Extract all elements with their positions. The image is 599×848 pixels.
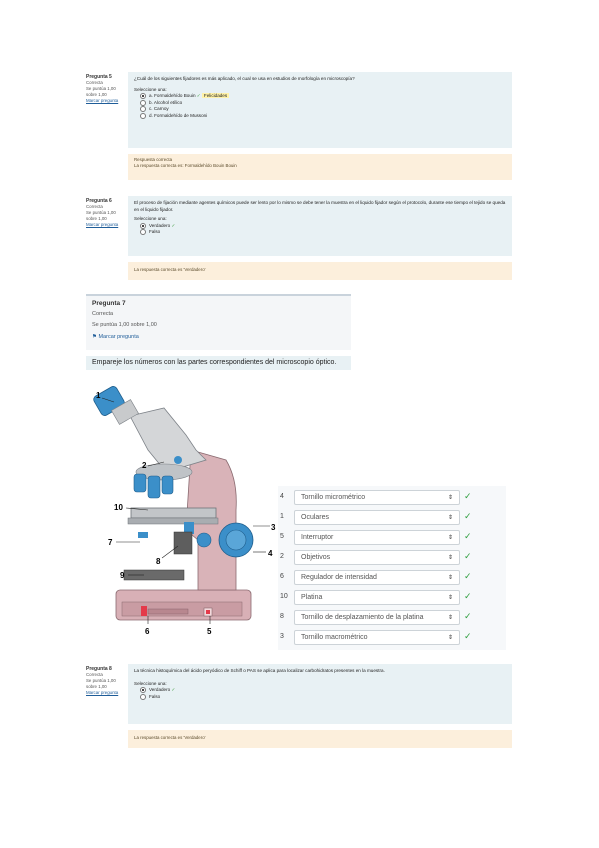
q8-feedback-text: La respuesta correcta es 'Verdadero' bbox=[134, 735, 206, 740]
select-arrows-icon: ⇕ bbox=[447, 595, 453, 601]
match-select-value: Regulador de intensidad bbox=[301, 574, 377, 581]
figure-label-3: 3 bbox=[271, 523, 276, 532]
q6-option-label: Verdadero bbox=[149, 222, 171, 228]
check-icon: ✓ bbox=[464, 571, 472, 581]
q8-feedback bbox=[128, 730, 512, 748]
figure-label-8: 8 bbox=[156, 557, 161, 566]
match-row bbox=[280, 549, 476, 567]
q7-info bbox=[86, 294, 351, 350]
q6-score: Se puntúa 1,00 sobre 1,00 bbox=[86, 210, 116, 221]
q5-option-letter: b. bbox=[149, 99, 153, 105]
match-select[interactable] bbox=[294, 570, 460, 585]
q8-option-label: Falso bbox=[149, 693, 161, 699]
q7-question-text: Empareje los números con las partes correspondientes del microscopio óptico. bbox=[86, 356, 351, 370]
q8-prompt: Seleccione una: bbox=[134, 680, 167, 686]
figure-label-2: 2 bbox=[142, 461, 147, 470]
match-number: 1 bbox=[280, 513, 284, 520]
q8-status: Correcta bbox=[86, 672, 103, 677]
microscope-figure bbox=[86, 380, 282, 650]
q6-title: Pregunta 6 bbox=[86, 198, 112, 204]
q5-score: Se puntúa 1,00 sobre 1,00 bbox=[86, 86, 116, 97]
check-icon: ✓ bbox=[196, 93, 201, 99]
q6-question-box bbox=[128, 196, 512, 256]
q5-option-label: Carnoy bbox=[153, 106, 169, 112]
match-select[interactable] bbox=[294, 610, 460, 625]
match-number: 3 bbox=[280, 633, 284, 640]
check-icon: ✓ bbox=[464, 511, 472, 521]
check-icon: ✓ bbox=[464, 551, 472, 561]
q6-feedback bbox=[128, 262, 512, 280]
check-icon: ✓ bbox=[171, 687, 176, 693]
match-select[interactable] bbox=[294, 490, 460, 505]
q8-option-label: Verdadero bbox=[149, 687, 171, 693]
q5-question-text: ¿Cuál de los siguientes fijadores es más aplicado, el cual se usa en estudios de morfología en microscopía? bbox=[134, 76, 355, 81]
figure-label-7: 7 bbox=[108, 538, 113, 547]
q5-option-letter: a. bbox=[149, 93, 153, 99]
figure-label-5: 5 bbox=[207, 627, 212, 636]
q7-score: Se puntúa 1,00 sobre 1,00 bbox=[92, 322, 157, 328]
q8-question-text: La técnica histoquímica del ácido peryódico de Schiff o PAS se aplica para localizar carbohidratos presentes en la muestra. bbox=[134, 668, 385, 673]
q5-option-label: Formaldehído Bouin bbox=[154, 93, 196, 99]
figure-label-10: 10 bbox=[114, 503, 123, 512]
q5-feedback-line2: La respuesta correcta es: Formaldehído Bouin Bouin bbox=[134, 163, 237, 168]
q7-flag-link[interactable] bbox=[92, 334, 139, 340]
check-icon: ✓ bbox=[464, 491, 472, 501]
match-select-value: Tornillo de desplazamiento de la platina bbox=[301, 614, 424, 621]
radio-selected-icon[interactable] bbox=[140, 223, 146, 229]
q7-title: Pregunta 7 bbox=[92, 300, 126, 307]
match-row bbox=[280, 589, 476, 607]
match-number: 2 bbox=[280, 553, 284, 560]
q5-option-letter: d. bbox=[149, 113, 153, 119]
figure-label-9: 9 bbox=[120, 571, 125, 580]
q6-option-label: Falso bbox=[149, 229, 161, 235]
q5-question-box bbox=[128, 72, 512, 148]
q6-option-true[interactable] bbox=[140, 223, 506, 230]
q6-question-text: El proceso de fijación mediante agentes químicos puede ser lento por lo mismo se debe tener la muestra en el liquido fijador según el protocolo, durante ese tiempo el tejido se queda en el liquido fijador. bbox=[134, 200, 506, 212]
q7-flag-label: Marcar pregunta bbox=[98, 334, 139, 340]
match-row bbox=[280, 529, 476, 547]
figure-label-6: 6 bbox=[145, 627, 150, 636]
q5-option-a[interactable] bbox=[140, 93, 506, 100]
select-arrows-icon: ⇕ bbox=[447, 555, 453, 561]
match-number: 10 bbox=[280, 593, 288, 600]
radio-selected-icon[interactable] bbox=[140, 93, 146, 99]
q5-prompt: Seleccione una: bbox=[134, 86, 167, 92]
q5-feedback-line1: Respuesta correcta bbox=[134, 157, 173, 162]
check-icon: ✓ bbox=[464, 531, 472, 541]
match-select-value: Interruptor bbox=[301, 534, 334, 541]
q5-flag-link[interactable]: Marcar pregunta bbox=[86, 98, 119, 103]
radio-icon[interactable] bbox=[140, 694, 146, 700]
q6-status: Correcta bbox=[86, 204, 103, 209]
q5-option-label: Alcohol etílico bbox=[153, 99, 183, 105]
q6-flag-link[interactable]: Marcar pregunta bbox=[86, 222, 119, 227]
match-select[interactable] bbox=[294, 530, 460, 545]
q8-info bbox=[86, 666, 120, 696]
check-icon: ✓ bbox=[464, 631, 472, 641]
match-number: 6 bbox=[280, 573, 284, 580]
figure-label-4: 4 bbox=[268, 549, 273, 558]
match-number: 5 bbox=[280, 533, 284, 540]
flag-icon: ⚑ bbox=[92, 334, 99, 340]
match-select-value: Tornillo micrométrico bbox=[301, 494, 366, 501]
radio-selected-icon[interactable] bbox=[140, 687, 146, 693]
match-row bbox=[280, 569, 476, 587]
match-select-value: Objetivos bbox=[301, 554, 331, 561]
q5-option-letter: c. bbox=[149, 106, 153, 112]
q6-prompt: Seleccione una: bbox=[134, 216, 167, 221]
q6-info bbox=[86, 198, 120, 228]
q5-option-c[interactable] bbox=[140, 106, 506, 113]
q7-status: Correcta bbox=[92, 311, 114, 317]
q8-option-false[interactable] bbox=[140, 694, 506, 701]
radio-icon[interactable] bbox=[140, 113, 146, 119]
match-number: 8 bbox=[280, 613, 284, 620]
q5-info bbox=[86, 74, 120, 104]
q5-option-label: Formaldehído de Mussoni bbox=[154, 113, 208, 119]
radio-icon[interactable] bbox=[140, 106, 146, 112]
microscope-illustration bbox=[86, 380, 282, 650]
q5-badge: Felicidades bbox=[203, 93, 228, 99]
q5-option-d[interactable] bbox=[140, 113, 506, 120]
match-select-value: Platina bbox=[301, 594, 323, 601]
match-select[interactable] bbox=[294, 590, 460, 605]
match-select-value: Tornillo macrométrico bbox=[301, 634, 368, 641]
q5-title: Pregunta 5 bbox=[86, 74, 112, 80]
check-icon: ✓ bbox=[464, 611, 472, 621]
q6-feedback-text: La respuesta correcta es 'Verdadero' bbox=[134, 267, 206, 272]
q8-option-true[interactable] bbox=[140, 687, 506, 694]
match-select-value: Oculares bbox=[301, 514, 330, 521]
match-row bbox=[280, 609, 476, 627]
match-select[interactable] bbox=[294, 510, 460, 525]
match-number: 4 bbox=[280, 493, 284, 500]
match-row bbox=[280, 509, 476, 527]
q8-score: Se puntúa 1,00 sobre 1,00 bbox=[86, 678, 116, 689]
radio-icon[interactable] bbox=[140, 100, 146, 106]
select-arrows-icon: ⇕ bbox=[447, 515, 453, 521]
select-arrows-icon: ⇕ bbox=[447, 615, 453, 621]
select-arrows-icon: ⇕ bbox=[447, 495, 453, 501]
select-arrows-icon: ⇕ bbox=[447, 535, 453, 541]
check-icon: ✓ bbox=[171, 222, 176, 228]
check-icon: ✓ bbox=[464, 591, 472, 601]
q8-question-box bbox=[128, 664, 512, 724]
q8-flag-link[interactable]: Marcar pregunta bbox=[86, 690, 119, 695]
figure-label-1: 1 bbox=[96, 391, 101, 400]
q5-option-b[interactable] bbox=[140, 100, 506, 107]
match-select[interactable] bbox=[294, 550, 460, 565]
q8-title: Pregunta 8 bbox=[86, 666, 112, 672]
q6-option-false[interactable] bbox=[140, 229, 506, 236]
match-row bbox=[280, 629, 476, 647]
q5-status: Correcta bbox=[86, 80, 103, 85]
select-arrows-icon: ⇕ bbox=[447, 575, 453, 581]
radio-icon[interactable] bbox=[140, 229, 146, 235]
select-arrows-icon: ⇕ bbox=[447, 635, 453, 641]
match-select[interactable] bbox=[294, 630, 460, 645]
match-row bbox=[280, 489, 476, 507]
q5-feedback bbox=[128, 154, 512, 180]
